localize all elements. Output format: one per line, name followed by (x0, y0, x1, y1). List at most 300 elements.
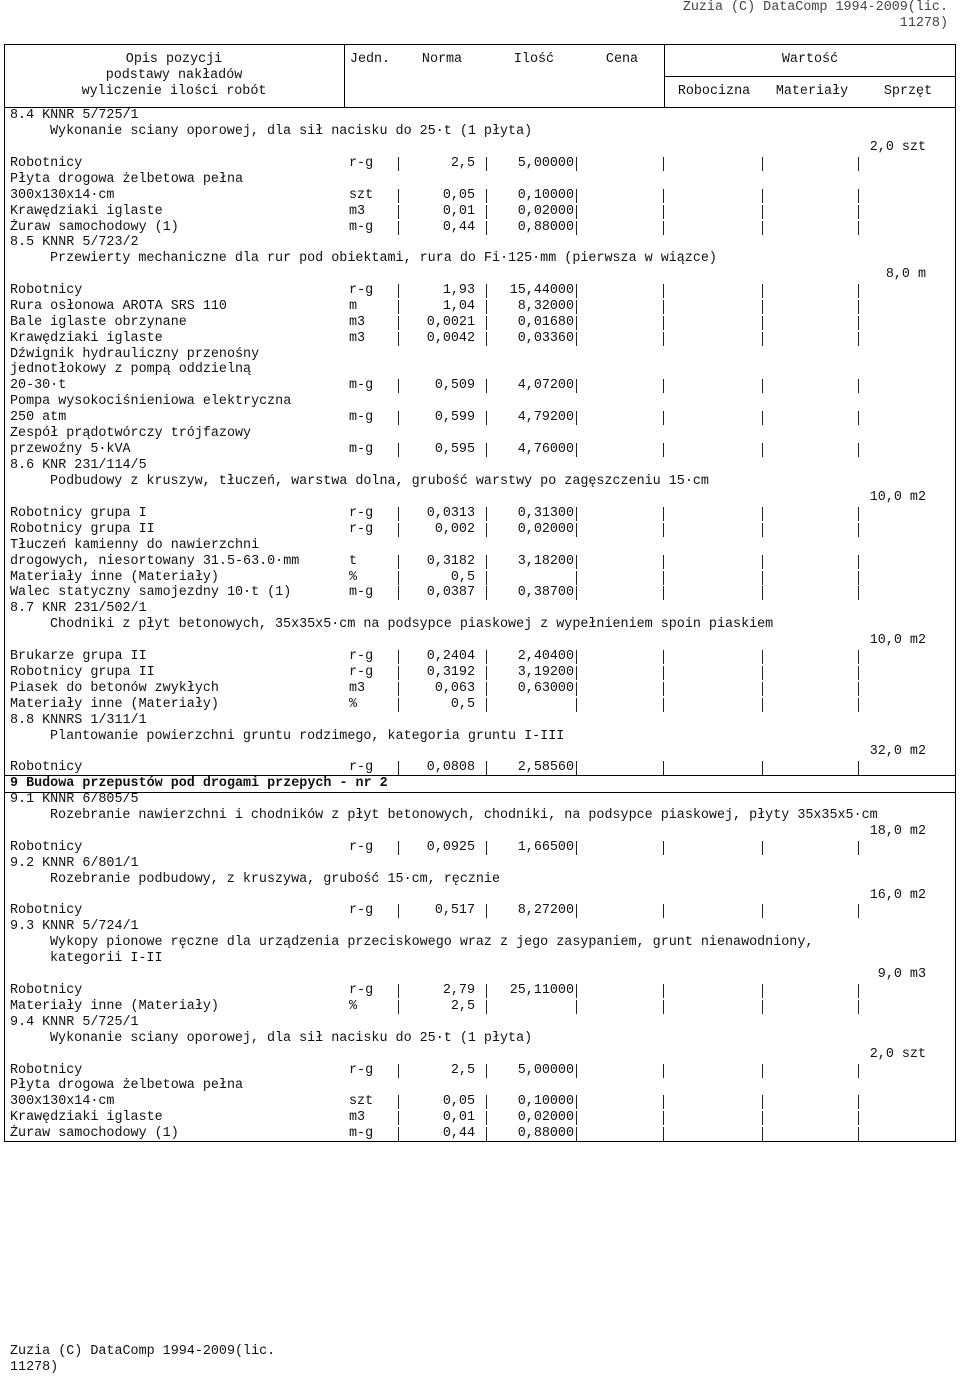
cell-divider (663, 300, 664, 314)
cell-divider (858, 221, 859, 235)
cell-divider (576, 1000, 577, 1014)
cell-divider (486, 555, 487, 569)
cell-divider (663, 1111, 664, 1125)
position-number: 9.3 KNNR 5/724/1 (10, 919, 139, 934)
cell-divider (762, 443, 763, 457)
position-number: 8.8 KNNRS 1/311/1 (10, 713, 147, 728)
cell-divider (398, 523, 399, 537)
cell-divider (486, 284, 487, 298)
resource-name: Bale iglaste obrzynane (10, 315, 187, 330)
resource-unit: % (349, 570, 358, 585)
resource-norm: 0,5 (450, 697, 475, 712)
col-wartosc: Wartość (781, 52, 839, 67)
cell-divider (762, 666, 763, 680)
resource-name: Materiały inne (Materiały) (10, 697, 219, 712)
cell-divider (486, 1127, 487, 1141)
position-description: Wykonanie sciany oporowej, dla sił nacisku do 25·t (1 płyta) (50, 1031, 533, 1046)
cell-divider (576, 507, 577, 521)
cell-divider (576, 411, 577, 425)
cell-divider (486, 571, 487, 585)
cell-divider (576, 761, 577, 775)
cell-divider (576, 284, 577, 298)
cell-divider (576, 698, 577, 712)
resource-unit: m-g (349, 410, 374, 425)
cell-divider (663, 571, 664, 585)
resource-norm: 0,517 (434, 903, 475, 918)
cell-divider (762, 571, 763, 585)
resource-name: Robotnicy grupa II (10, 665, 155, 680)
resource-norm: 0,0021 (426, 315, 475, 330)
cell-divider (858, 189, 859, 203)
cell-divider (486, 1111, 487, 1125)
cell-divider (576, 221, 577, 235)
resource-amount: 0,01680 (517, 315, 574, 330)
resource-amount: 25,11000 (509, 983, 574, 998)
resource-name: Robotnicy grupa I (10, 506, 147, 521)
resource-amount: 0,88000 (517, 220, 574, 235)
cell-divider (858, 1127, 859, 1141)
license-footer (10, 1344, 275, 1376)
cell-divider (576, 904, 577, 918)
cell-divider (762, 316, 763, 330)
cell-divider (576, 1064, 577, 1078)
cell-divider (663, 698, 664, 712)
resource-unit: r-g (349, 283, 374, 298)
resource-norm: 0,002 (434, 522, 475, 537)
resource-unit: m3 (349, 1110, 366, 1125)
resource-name: 250 atm (10, 410, 67, 425)
resource-amount: 5,00000 (517, 156, 574, 171)
cell-divider (762, 682, 763, 696)
cell-divider (858, 523, 859, 537)
resource-name: Materiały inne (Materiały) (10, 570, 219, 585)
resource-name: Krawędziaki iglaste (10, 204, 163, 219)
resource-unit: m (349, 299, 358, 314)
position-quantity: 2,0 szt (869, 1047, 926, 1062)
col-ilosc: Ilość (513, 52, 555, 67)
resource-unit: r-g (349, 522, 374, 537)
cell-divider (663, 507, 664, 521)
resource-amount: 2,40400 (517, 649, 574, 664)
position-quantity: 16,0 m2 (869, 888, 926, 903)
cell-divider (762, 411, 763, 425)
col-opis-line-3: wyliczenie ilości robót (81, 84, 267, 99)
cell-divider (858, 586, 859, 600)
resource-name: Brukarze grupa II (10, 649, 147, 664)
col-materialy: Materiały (775, 84, 849, 99)
resource-unit: r-g (349, 903, 374, 918)
resource-norm: 0,0808 (426, 760, 475, 775)
cell-divider (858, 571, 859, 585)
cell-divider (858, 841, 859, 855)
resource-amount: 1,66500 (517, 840, 574, 855)
cell-divider (576, 571, 577, 585)
cell-divider (858, 1111, 859, 1125)
cell-divider (398, 157, 399, 171)
resource-unit: r-g (349, 156, 374, 171)
resource-unit: % (349, 697, 358, 712)
position-description: Chodniki z płyt betonowych, 35x35x5·cm na podsypce piaskowej z wypełnieniem spoin piaskiem (50, 617, 774, 632)
cell-divider (762, 761, 763, 775)
resource-name: Robotnicy (10, 983, 83, 998)
cell-divider (762, 157, 763, 171)
resource-norm: 0,595 (434, 442, 475, 457)
position-description: kategorii I-II (50, 951, 163, 966)
cell-divider (398, 586, 399, 600)
cell-divider (663, 650, 664, 664)
cell-divider (858, 1095, 859, 1109)
resource-amount: 0,02000 (517, 1110, 574, 1125)
cell-divider (858, 666, 859, 680)
resource-name: Płyta drogowa żelbetowa pełna (10, 1078, 244, 1093)
resource-norm: 0,509 (434, 378, 475, 393)
resource-name: 20-30·t (10, 378, 67, 393)
cell-divider (398, 904, 399, 918)
resource-amount: 0,03360 (517, 331, 574, 346)
cell-divider (762, 1095, 763, 1109)
wartosc-divider (664, 76, 956, 77)
resource-norm: 0,0925 (426, 840, 475, 855)
resource-amount: 4,79200 (517, 410, 574, 425)
resource-name: Tłuczeń kamienny do nawierzchni (10, 538, 260, 553)
cell-divider (486, 682, 487, 696)
resource-norm: 0,0313 (426, 506, 475, 521)
cell-divider (858, 157, 859, 171)
cell-divider (858, 205, 859, 219)
cell-divider (398, 666, 399, 680)
resource-amount: 0,88000 (517, 1126, 574, 1141)
resource-norm: 0,44 (442, 1126, 475, 1141)
cell-divider (762, 1000, 763, 1014)
cell-divider (486, 1000, 487, 1014)
cell-divider (398, 571, 399, 585)
cell-divider (576, 300, 577, 314)
cell-divider (858, 507, 859, 521)
cell-divider (858, 300, 859, 314)
position-description: Wykonanie sciany oporowej, dla sił nacisku do 25·t (1 płyta) (50, 124, 533, 139)
resource-unit: m-g (349, 585, 374, 600)
cell-divider (663, 1095, 664, 1109)
cell-divider (663, 666, 664, 680)
resource-name: Krawędziaki iglaste (10, 331, 163, 346)
cell-divider (858, 698, 859, 712)
position-description: Rozebranie podbudowy, z kruszywa, grubość 15·cm, ręcznie (50, 872, 500, 887)
cell-divider (398, 443, 399, 457)
resource-norm: 2,5 (450, 1063, 475, 1078)
cell-divider (858, 650, 859, 664)
cell-divider (576, 1095, 577, 1109)
cell-divider (762, 523, 763, 537)
position-quantity: 10,0 m2 (869, 633, 926, 648)
cell-divider (486, 650, 487, 664)
resource-name: jednotłokowy z pompą oddzielną (10, 362, 252, 377)
cell-divider (486, 411, 487, 425)
cell-divider (858, 332, 859, 346)
cell-divider (762, 300, 763, 314)
resource-unit: r-g (349, 649, 374, 664)
cell-divider (663, 904, 664, 918)
resource-unit: r-g (349, 665, 374, 680)
col-cena: Cena (605, 52, 639, 67)
resource-amount: 0,31300 (517, 506, 574, 521)
position-quantity: 2,0 szt (869, 140, 926, 155)
resource-norm: 0,063 (434, 681, 475, 696)
license-header-line-2: 11278) (899, 16, 948, 31)
cell-divider (663, 586, 664, 600)
resource-unit: r-g (349, 1063, 374, 1078)
col-sprzet: Sprzęt (883, 84, 933, 99)
resource-amount: 4,76000 (517, 442, 574, 457)
resource-amount: 0,02000 (517, 522, 574, 537)
resource-unit: m3 (349, 681, 366, 696)
cell-divider (576, 1111, 577, 1125)
resource-name: Zespół prądotwórczy trójfazowy (10, 426, 252, 441)
resource-amount: 5,00000 (517, 1063, 574, 1078)
cell-divider (398, 507, 399, 521)
resource-unit: m-g (349, 378, 374, 393)
resource-unit: m-g (349, 442, 374, 457)
license-footer-line-2: 11278) (10, 1360, 59, 1375)
col-jedn: Jedn. (349, 52, 391, 67)
license-footer-line-1: Zuzia (C) DataComp 1994-2009(lic. (10, 1344, 276, 1359)
position-description: Rozebranie nawierzchni i chodników z płyt betonowych, chodniki, na podsypce piaskowej, płyty 35x35x5·cm (50, 808, 878, 823)
cell-divider (576, 1127, 577, 1141)
cell-divider (663, 523, 664, 537)
cell-divider (663, 221, 664, 235)
position-description: Przewierty mechaniczne dla rur pod obiektami, rura do Fi·125·mm (pierwsza w wiązce) (50, 251, 717, 266)
cell-divider (858, 761, 859, 775)
cell-divider (663, 411, 664, 425)
cell-divider (663, 555, 664, 569)
cell-divider (576, 586, 577, 600)
col-opis (4, 52, 344, 100)
cell-divider (486, 189, 487, 203)
resource-amount: 8,32000 (517, 299, 574, 314)
cell-divider (762, 1111, 763, 1125)
resource-norm: 2,79 (442, 983, 475, 998)
cell-divider (762, 555, 763, 569)
cell-divider (398, 189, 399, 203)
position-quantity: 8,0 m (885, 267, 926, 282)
section-rule (4, 775, 956, 776)
cell-divider (858, 1000, 859, 1014)
cell-divider (398, 1064, 399, 1078)
cell-divider (576, 666, 577, 680)
position-number: 8.5 KNNR 5/723/2 (10, 235, 139, 250)
resource-name: Robotnicy (10, 1063, 83, 1078)
cell-divider (486, 205, 487, 219)
resource-name: Robotnicy (10, 156, 83, 171)
resource-name: Walec statyczny samojezdny 10·t (1) (10, 585, 292, 600)
cell-divider (663, 189, 664, 203)
cell-divider (486, 698, 487, 712)
cell-divider (762, 205, 763, 219)
cell-divider (486, 761, 487, 775)
resource-amount: 2,58560 (517, 760, 574, 775)
cell-divider (762, 507, 763, 521)
resource-name: Materiały inne (Materiały) (10, 999, 219, 1014)
position-number: 8.4 KNNR 5/725/1 (10, 108, 139, 123)
cell-divider (398, 205, 399, 219)
cell-divider (858, 316, 859, 330)
resource-norm: 0,2404 (426, 649, 475, 664)
license-header-line-1: Zuzia (C) DataComp 1994-2009(lic. (682, 0, 948, 15)
resource-name: Krawędziaki iglaste (10, 1110, 163, 1125)
cell-divider (663, 984, 664, 998)
cell-divider (398, 555, 399, 569)
resource-amount: 15,44000 (509, 283, 574, 298)
cell-divider (663, 205, 664, 219)
cell-divider (486, 904, 487, 918)
position-quantity: 32,0 m2 (869, 744, 926, 759)
resource-unit: m-g (349, 220, 374, 235)
resource-norm: 0,3182 (426, 554, 475, 569)
cell-divider (663, 841, 664, 855)
cell-divider (398, 984, 399, 998)
resource-unit: m3 (349, 331, 366, 346)
cell-divider (762, 221, 763, 235)
resource-amount: 0,10000 (517, 188, 574, 203)
cell-divider (576, 555, 577, 569)
cell-divider (762, 189, 763, 203)
cell-divider (663, 1064, 664, 1078)
position-description: Plantowanie powierzchni gruntu rodzimego, kategoria gruntu I-III (50, 729, 565, 744)
column-header (4, 44, 956, 108)
col-divider (344, 44, 345, 108)
cell-divider (762, 904, 763, 918)
cell-divider (762, 1064, 763, 1078)
resource-norm: 1,04 (442, 299, 475, 314)
cell-divider (663, 157, 664, 171)
cell-divider (576, 157, 577, 171)
col-opis-line-1: Opis pozycji (125, 52, 223, 67)
resource-unit: % (349, 999, 358, 1014)
resource-norm: 0,0387 (426, 585, 475, 600)
cell-divider (576, 443, 577, 457)
resource-unit: m3 (349, 315, 366, 330)
cell-divider (762, 650, 763, 664)
section-heading: 9 Budowa przepustów pod drogami przepych - nr 2 (10, 776, 388, 791)
cell-divider (486, 157, 487, 171)
cell-divider (576, 189, 577, 203)
cell-divider (762, 332, 763, 346)
col-norma: Norma (421, 52, 463, 67)
resource-norm: 0,3192 (426, 665, 475, 680)
resource-name: 300x130x14·cm (10, 188, 115, 203)
cell-divider (398, 316, 399, 330)
resource-amount: 4,07200 (517, 378, 574, 393)
cell-divider (663, 682, 664, 696)
cell-divider (576, 332, 577, 346)
resource-name: Dźwignik hydrauliczny przenośny (10, 347, 260, 362)
cell-divider (398, 650, 399, 664)
resource-amount: 8,27200 (517, 903, 574, 918)
resource-name: Robotnicy (10, 760, 83, 775)
resource-norm: 0,01 (442, 204, 475, 219)
col-opis-line-2: podstawy nakładów (105, 68, 243, 83)
cell-divider (858, 443, 859, 457)
resource-norm: 0,0042 (426, 331, 475, 346)
cell-divider (762, 379, 763, 393)
resource-amount: 0,38700 (517, 585, 574, 600)
cell-divider (762, 1127, 763, 1141)
resource-norm: 0,44 (442, 220, 475, 235)
cell-divider (576, 682, 577, 696)
cell-divider (663, 1000, 664, 1014)
resource-norm: 1,93 (442, 283, 475, 298)
resource-norm: 2,5 (450, 999, 475, 1014)
position-description: Wykopy pionowe ręczne dla urządzenia przeciskowego wraz z jego zasypaniem, grunt nienawodniony, (50, 935, 814, 950)
cell-divider (398, 682, 399, 696)
cell-divider (486, 523, 487, 537)
cell-divider (398, 1095, 399, 1109)
position-number: 9.4 KNNR 5/725/1 (10, 1015, 139, 1030)
cell-divider (398, 300, 399, 314)
cell-divider (486, 300, 487, 314)
cell-divider (486, 666, 487, 680)
cell-divider (398, 284, 399, 298)
cell-divider (486, 841, 487, 855)
resource-name: Robotnicy grupa II (10, 522, 155, 537)
resource-amount: 0,10000 (517, 1094, 574, 1109)
resource-name: 300x130x14·cm (10, 1094, 115, 1109)
cell-divider (858, 984, 859, 998)
cell-divider (398, 411, 399, 425)
cell-divider (858, 379, 859, 393)
position-quantity: 9,0 m3 (877, 967, 926, 982)
resource-amount: 0,63000 (517, 681, 574, 696)
cell-divider (398, 1111, 399, 1125)
resource-name: Piasek do betonów zwykłych (10, 681, 219, 696)
resource-name: Żuraw samochodowy (1) (10, 220, 179, 235)
cell-divider (398, 1127, 399, 1141)
cell-divider (858, 411, 859, 425)
resource-amount: 3,19200 (517, 665, 574, 680)
cell-divider (486, 984, 487, 998)
cell-divider (762, 841, 763, 855)
resource-unit: t (349, 554, 358, 569)
resource-unit: m-g (349, 1126, 374, 1141)
cell-divider (576, 316, 577, 330)
cell-divider (398, 761, 399, 775)
cell-divider (398, 841, 399, 855)
resource-unit: szt (349, 1094, 374, 1109)
resource-unit: r-g (349, 840, 374, 855)
license-header (683, 0, 948, 32)
cell-divider (486, 443, 487, 457)
cell-divider (762, 284, 763, 298)
resource-name: Pompa wysokociśnieniowa elektryczna (10, 394, 292, 409)
position-number: 9.1 KNNR 6/805/5 (10, 792, 139, 807)
cell-divider (663, 316, 664, 330)
cell-divider (858, 1064, 859, 1078)
resource-name: Żuraw samochodowy (1) (10, 1126, 179, 1141)
resource-name: Rura osłonowa AROTA SRS 110 (10, 299, 227, 314)
section-rule (4, 792, 956, 793)
resource-name: Płyta drogowa żelbetowa pełna (10, 172, 244, 187)
resource-norm: 0,599 (434, 410, 475, 425)
cell-divider (576, 841, 577, 855)
cell-divider (576, 205, 577, 219)
position-number: 8.6 KNR 231/114/5 (10, 458, 147, 473)
cell-divider (398, 379, 399, 393)
cell-divider (486, 332, 487, 346)
resource-unit: r-g (349, 983, 374, 998)
cell-divider (486, 379, 487, 393)
cell-divider (576, 379, 577, 393)
resource-name: Robotnicy (10, 903, 83, 918)
resource-amount: 0,02000 (517, 204, 574, 219)
